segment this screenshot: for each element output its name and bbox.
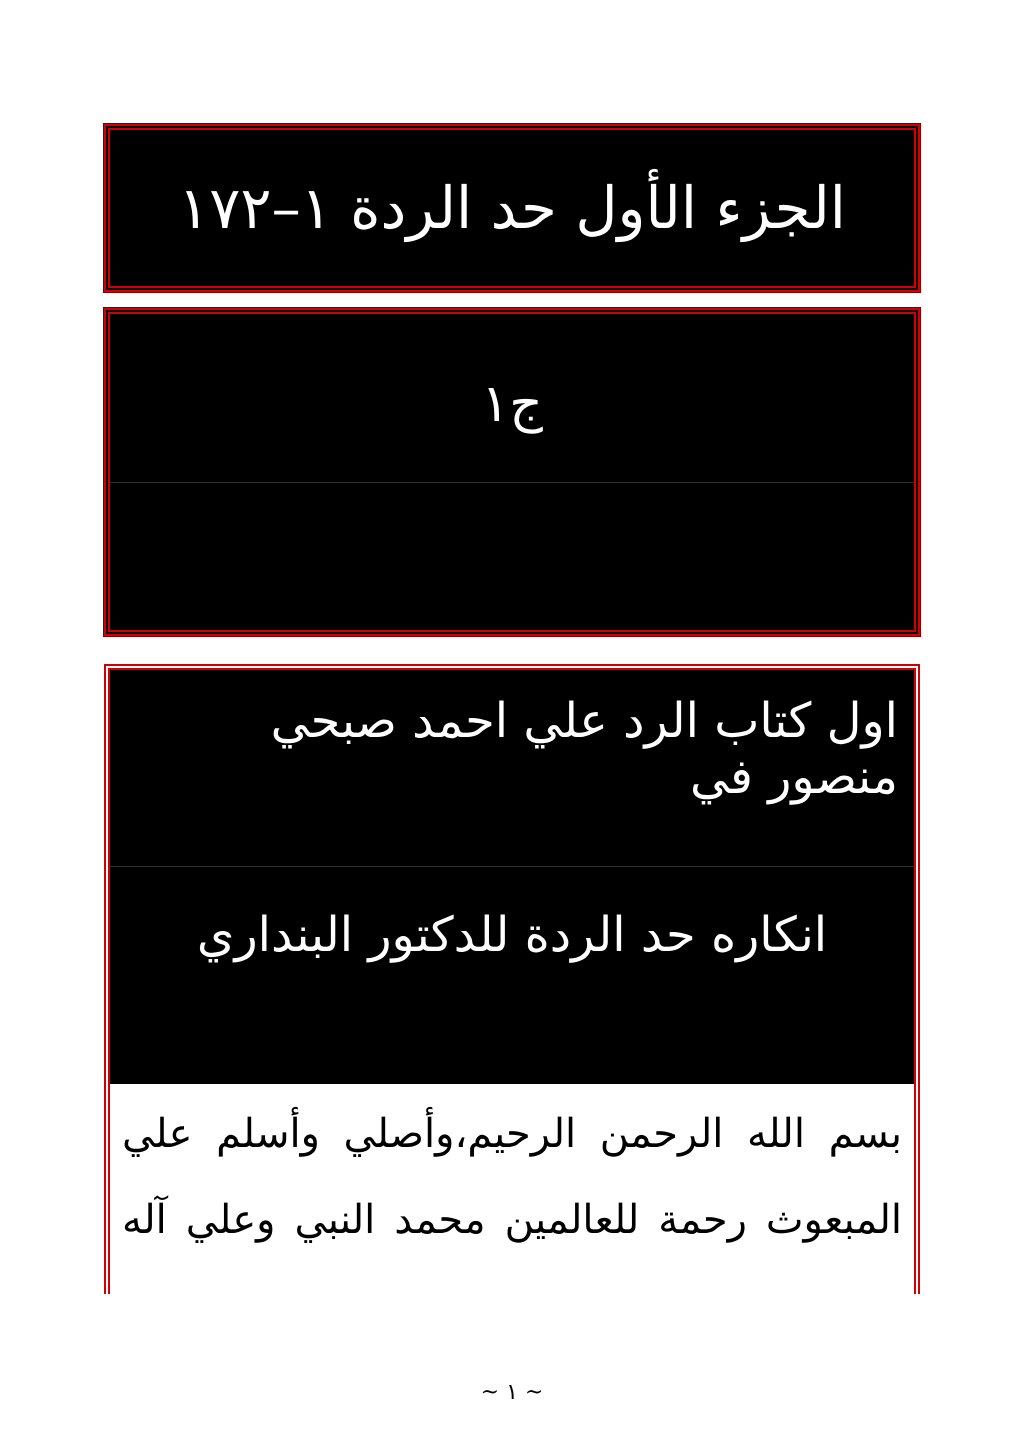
book-title-block	[110, 670, 914, 1084]
book-title-line-2: انكاره حد الردة للدكتور البنداري	[196, 907, 828, 963]
panel-divider	[110, 482, 914, 483]
word: الله	[746, 1111, 805, 1157]
part-title: الجزء الأول حد الردة ١–١٧٢	[178, 174, 846, 242]
word: المبعوث	[765, 1197, 902, 1243]
word: الرحمن	[599, 1111, 724, 1157]
word: وعلي	[185, 1197, 276, 1243]
word: رحمة	[658, 1197, 747, 1243]
volume-label: ج١	[481, 374, 543, 434]
title-panel	[104, 124, 920, 292]
word: للعالمين	[504, 1197, 640, 1243]
body-line-1	[122, 1094, 902, 1174]
volume-panel	[104, 308, 920, 636]
panel-divider	[110, 866, 914, 867]
word: آله	[122, 1197, 167, 1243]
book-title-line-1: اول كتاب الرد علي احمد صبحي منصور في	[270, 693, 898, 805]
word: النبي	[294, 1197, 376, 1243]
word: علي	[122, 1111, 193, 1157]
page-number: ~ ١ ~	[480, 1380, 544, 1405]
word: بسم	[828, 1111, 902, 1157]
content-panel	[104, 664, 920, 1294]
word: الرحيم،وأصلي	[343, 1111, 577, 1157]
word: محمد	[394, 1197, 486, 1243]
body-line-2	[122, 1180, 902, 1260]
word: وأسلم	[216, 1111, 320, 1157]
